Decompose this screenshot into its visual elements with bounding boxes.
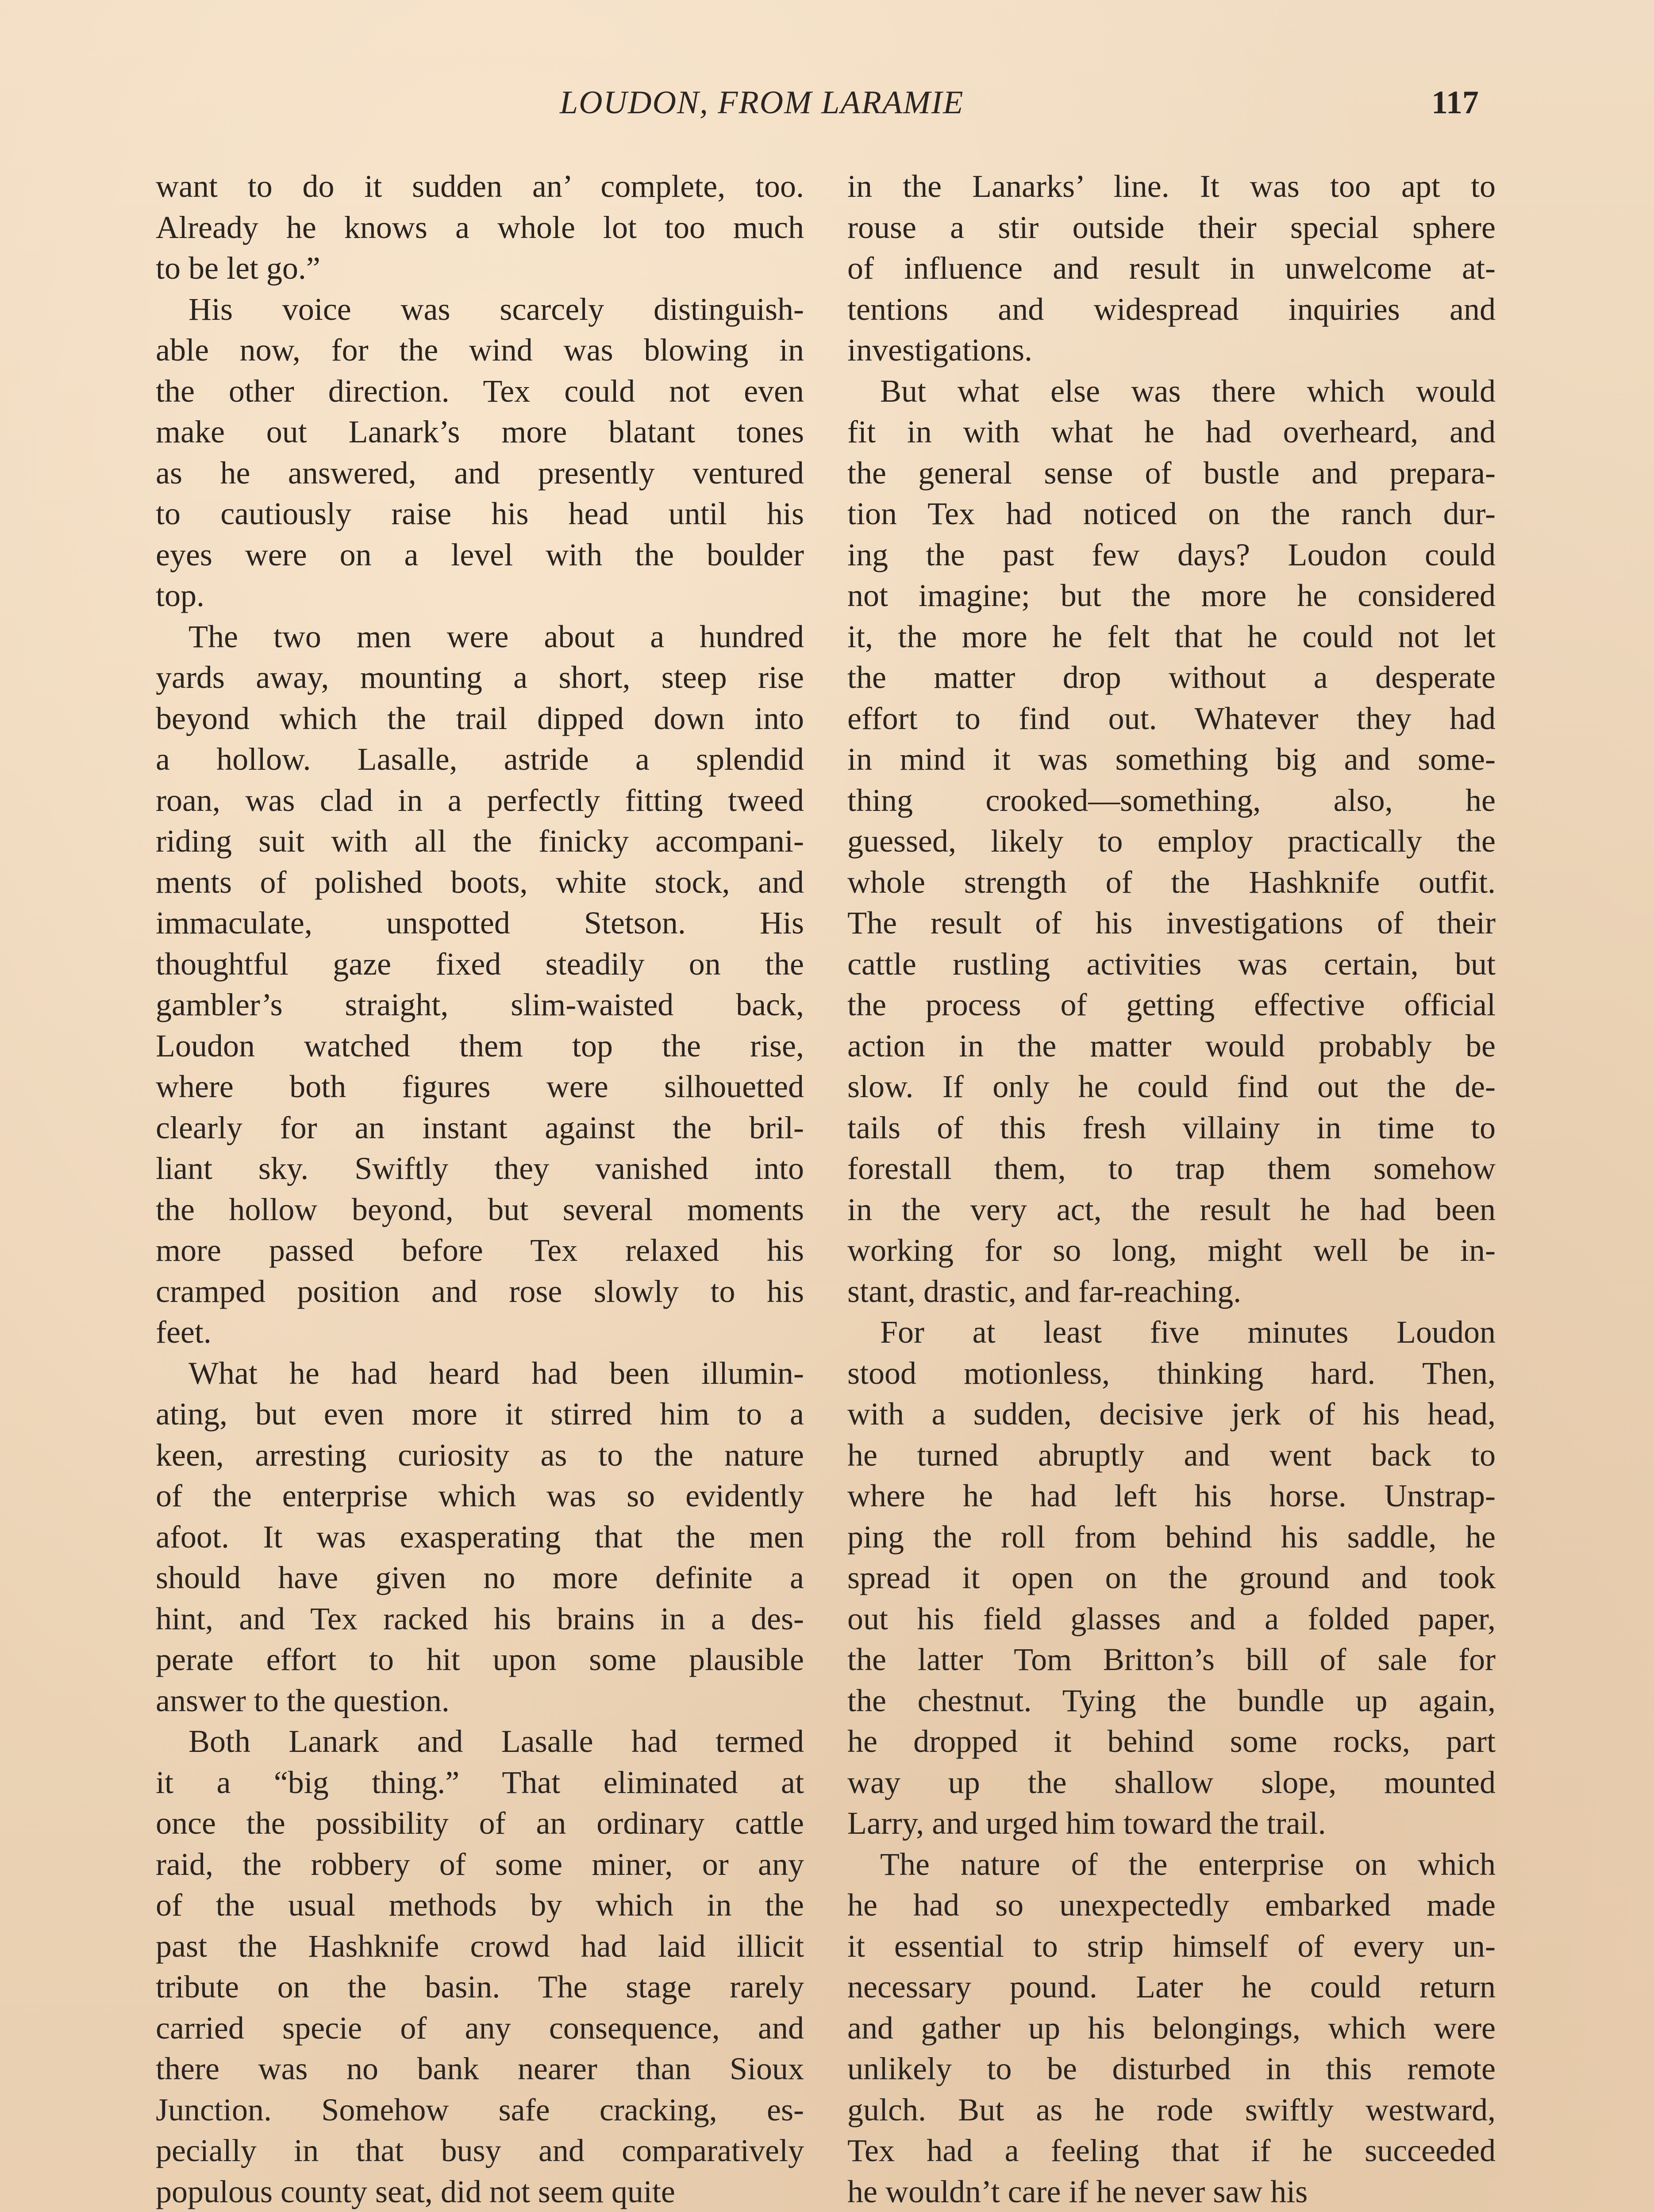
text-line: it, the more he felt that he could not let [847, 618, 1496, 654]
paragraph [156, 1721, 804, 2212]
text-line: liant sky. Swiftly they vanished into [156, 1151, 804, 1186]
text-line: immaculate, unspotted Stetson. His [156, 905, 804, 941]
text-line: and gather up his belongings, which were [847, 2010, 1496, 2046]
text-line: thing crooked—something, also, he [847, 782, 1496, 818]
text-line: with a sudden, decisive jerk of his head, [847, 1396, 1496, 1432]
text-line: Loudon watched them top the rise, [156, 1028, 804, 1064]
text-line: fit in with what he had overheard, and [847, 414, 1496, 449]
text-line: rouse a stir outside their special sphere [847, 209, 1496, 245]
text-line: clearly for an instant against the bril- [156, 1110, 804, 1145]
text-line: of influence and result in unwelcome at- [847, 250, 1496, 286]
text-line: spread it open on the ground and took [847, 1560, 1496, 1595]
text-line: make out Lanark’s more blatant tones [156, 414, 804, 449]
text-line: way up the shallow slope, mounted [847, 1764, 1496, 1800]
text-line: a hollow. Lasalle, astride a splendid [156, 741, 804, 777]
text-line: action in the matter would probably be [847, 1028, 1496, 1064]
text-line: it a “big thing.” That eliminated at [156, 1764, 804, 1800]
text-line: The result of his investigations of their [847, 905, 1496, 941]
text-line: there was no bank nearer than Sioux [156, 2051, 804, 2086]
text-line: feet. [156, 1314, 212, 1350]
text-line: gambler’s straight, slim-waisted back, [156, 987, 804, 1022]
text-line: slow. If only he could find out the de- [847, 1069, 1496, 1104]
text-line: the latter Tom Britton’s bill of sale for [847, 1642, 1496, 1677]
text-line: ments of polished boots, white stock, and [156, 864, 804, 900]
left-text-column [156, 166, 804, 2212]
text-line: tentions and widespread inquiries and [847, 291, 1496, 327]
text-line: pecially in that busy and comparatively [156, 2133, 804, 2168]
paragraph [156, 1353, 804, 1721]
text-line: What he had heard had been illumin- [188, 1355, 804, 1391]
text-line: he dropped it behind some rocks, part [847, 1724, 1496, 1759]
text-line: tion Tex had noticed on the ranch dur- [847, 496, 1496, 531]
text-line: not imagine; but the more he considered [847, 578, 1496, 613]
text-line: hint, and Tex racked his brains in a des- [156, 1601, 804, 1636]
text-line: Junction. Somehow safe cracking, es- [156, 2092, 804, 2128]
text-line: the hollow beyond, but several moments [156, 1191, 804, 1227]
text-line: For at least five minutes Loudon [880, 1314, 1496, 1350]
text-line: His voice was scarcely distinguish- [188, 291, 804, 327]
text-line: the process of getting effective official [847, 987, 1496, 1022]
text-line: where both figures were silhouetted [156, 1069, 804, 1104]
text-line: top. [156, 578, 205, 613]
paragraph [847, 166, 1496, 371]
text-line: ating, but even more it stirred him to a [156, 1396, 804, 1432]
right-text-column [847, 166, 1496, 2212]
text-line: of the usual methods by which in the [156, 1887, 804, 1923]
text-line: beyond which the trail dipped down into [156, 700, 804, 736]
text-line: unlikely to be disturbed in this remote [847, 2051, 1496, 2086]
text-line: in mind it was something big and some- [847, 741, 1496, 777]
text-line: as he answered, and presently ventured [156, 455, 804, 491]
running-title: LOUDON, FROM LARAMIE [560, 84, 964, 121]
text-line: past the Hashknife crowd had laid illicit [156, 1928, 804, 1964]
text-line: necessary pound. Later he could return [847, 1969, 1496, 2005]
text-line: want to do it sudden an’ complete, too. [156, 169, 804, 204]
paragraph [847, 1312, 1496, 1844]
text-line: more passed before Tex relaxed his [156, 1233, 804, 1268]
paragraph [847, 371, 1496, 1312]
text-line: tails of this fresh villainy in time to [847, 1110, 1496, 1145]
text-line: Larry, and urged him toward the trail. [847, 1805, 1326, 1841]
text-line: tribute on the basin. The stage rarely [156, 1969, 804, 2005]
text-line: But what else was there which would [880, 373, 1496, 409]
text-line: investigations. [847, 332, 1032, 368]
page-number: 117 [1431, 84, 1479, 121]
text-line: raid, the robbery of some miner, or any [156, 1846, 804, 1882]
text-line: stant, drastic, and far-reaching. [847, 1273, 1242, 1309]
text-line: in the Lanarks’ line. It was too apt to [847, 169, 1496, 204]
text-line: forestall them, to trap them somehow [847, 1151, 1496, 1186]
text-line: roan, was clad in a perfectly fitting tweed [156, 782, 804, 818]
text-line: cramped position and rose slowly to his [156, 1273, 804, 1309]
text-line: gulch. But as he rode swiftly westward, [847, 2092, 1496, 2128]
paragraph [156, 616, 804, 1353]
text-line: keen, arresting curiosity as to the nature [156, 1437, 804, 1473]
text-line: carried specie of any consequence, and [156, 2010, 804, 2046]
text-line: Already he knows a whole lot too much [156, 209, 804, 245]
text-line: able now, for the wind was blowing in [156, 332, 804, 368]
text-line: riding suit with all the finicky accompani- [156, 823, 804, 859]
text-line: Tex had a feeling that if he succeeded [847, 2133, 1496, 2168]
text-line: should have given no more definite a [156, 1560, 804, 1595]
text-line: guessed, likely to employ practically the [847, 823, 1496, 859]
text-line: eyes were on a level with the boulder [156, 537, 804, 572]
text-line: effort to find out. Whatever they had [847, 700, 1496, 736]
text-line: he had so unexpectedly embarked made [847, 1887, 1496, 1923]
text-line: he wouldn’t care if he never saw his [847, 2174, 1308, 2209]
paragraph [156, 166, 804, 289]
text-line: to cautiously raise his head until his [156, 496, 804, 531]
text-line: whole strength of the Hashknife outfit. [847, 864, 1496, 900]
text-line: the general sense of bustle and prepara- [847, 455, 1496, 491]
paragraph [847, 1844, 1496, 2212]
text-line: to be let go.” [156, 250, 320, 286]
text-line: the matter drop without a desperate [847, 660, 1496, 695]
text-line: ing the past few days? Loudon could [847, 537, 1496, 572]
text-line: afoot. It was exasperating that the men [156, 1519, 804, 1555]
text-line: thoughtful gaze fixed steadily on the [156, 946, 804, 982]
text-line: where he had left his horse. Unstrap- [847, 1478, 1496, 1513]
text-line: it essential to strip himself of every un- [847, 1928, 1496, 1964]
text-line: perate effort to hit upon some plausible [156, 1642, 804, 1677]
text-line: populous county seat, did not seem quite [156, 2174, 675, 2209]
text-line: cattle rustling activities was certain, but [847, 946, 1496, 982]
text-line: of the enterprise which was so evidently [156, 1478, 804, 1513]
text-line: the other direction. Tex could not even [156, 373, 804, 409]
text-line: stood motionless, thinking hard. Then, [847, 1355, 1496, 1391]
text-line: the chestnut. Tying the bundle up again, [847, 1682, 1496, 1718]
text-line: The two men were about a hundred [188, 618, 804, 654]
text-line: he turned abruptly and went back to [847, 1437, 1496, 1473]
text-line: The nature of the enterprise on which [880, 1846, 1496, 1882]
text-line: Both Lanark and Lasalle had termed [188, 1724, 804, 1759]
text-line: out his field glasses and a folded paper, [847, 1601, 1496, 1636]
paragraph [156, 289, 804, 616]
text-line: once the possibility of an ordinary cattle [156, 1805, 804, 1841]
text-line: ping the roll from behind his saddle, he [847, 1519, 1496, 1555]
text-line: working for so long, might well be in- [847, 1233, 1496, 1268]
text-line: answer to the question. [156, 1682, 450, 1718]
text-line: yards away, mounting a short, steep rise [156, 660, 804, 695]
text-line: in the very act, the result he had been [847, 1191, 1496, 1227]
